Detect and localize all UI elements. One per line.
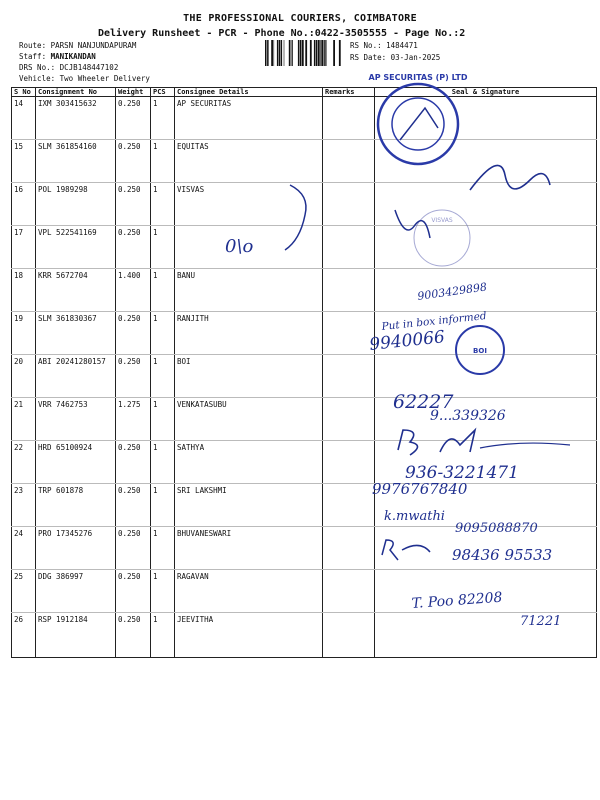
cell-remarks — [323, 269, 375, 312]
cell-consignment: HRD 65100924 — [36, 441, 116, 484]
vehicle-info: Vehicle: Two Wheeler Delivery — [19, 74, 150, 83]
col-remarks: Remarks — [323, 88, 375, 97]
stamp-text: BOI — [473, 347, 487, 355]
extra-row26: 71221 — [520, 614, 562, 629]
cell-remarks — [323, 226, 375, 269]
cell-sno: 22 — [12, 441, 36, 484]
cell-consignee: SATHYA — [175, 441, 323, 484]
cell-sno: 18 — [12, 269, 36, 312]
col-pcs: PCS — [151, 88, 175, 97]
table-row — [12, 527, 597, 570]
cell-consignee: VISVAS — [175, 183, 323, 226]
cell-sno: 15 — [12, 140, 36, 183]
stamp-text: AP SECURITAS (P) LTD — [368, 73, 468, 82]
staff-info — [19, 52, 96, 62]
cell-weight: 0.250 — [116, 355, 151, 398]
cell-weight: 0.250 — [116, 613, 151, 658]
cell-sno: 20 — [12, 355, 36, 398]
cell-pcs: 1 — [151, 226, 175, 269]
phone-row21: 9...339326 — [430, 408, 506, 424]
col-consignee: Consignee Details — [175, 88, 323, 97]
cell-consignment: PRO 17345276 — [36, 527, 116, 570]
cell-remarks — [323, 613, 375, 658]
table-row — [12, 140, 597, 183]
cell-consignee: AP SECURITAS — [175, 97, 323, 140]
cell-weight: 0.250 — [116, 140, 151, 183]
cell-pcs: 1 — [151, 570, 175, 613]
cell-remarks — [323, 183, 375, 226]
table-row — [12, 355, 597, 398]
cell-sno: 25 — [12, 570, 36, 613]
cell-pcs: 1 — [151, 398, 175, 441]
cell-signature — [375, 613, 597, 658]
cell-remarks — [323, 484, 375, 527]
stamp-text: VISVAS — [431, 217, 453, 224]
table-row — [12, 613, 597, 658]
cell-remarks — [323, 97, 375, 140]
cell-weight: 0.250 — [116, 441, 151, 484]
cell-weight: 0.250 — [116, 570, 151, 613]
cell-sno: 23 — [12, 484, 36, 527]
cell-consignee: VENKATASUBU — [175, 398, 323, 441]
cell-sno: 24 — [12, 527, 36, 570]
col-weight: Weight — [116, 88, 151, 97]
drs-info: DRS No.: DCJB148447102 — [19, 63, 119, 72]
cell-remarks — [323, 398, 375, 441]
company-title: THE PROFESSIONAL COURIERS, COIMBATORE — [183, 13, 417, 24]
cell-weight: 0.250 — [116, 97, 151, 140]
table-row — [12, 97, 597, 140]
table-row — [12, 269, 597, 312]
cell-weight: 1.400 — [116, 269, 151, 312]
cell-signature — [375, 97, 597, 140]
rs-number: RS No.: 1484471 — [350, 41, 418, 50]
cell-remarks — [323, 527, 375, 570]
cell-signature — [375, 140, 597, 183]
cell-consignee: RANJITH — [175, 312, 323, 355]
cell-weight: 1.275 — [116, 398, 151, 441]
cell-signature — [375, 570, 597, 613]
col-consignment: Consignment No — [36, 88, 116, 97]
cell-signature — [375, 355, 597, 398]
route-info: Route: PARSN NANJUNDAPURAM — [19, 41, 137, 50]
cell-consignment: POL 1989298 — [36, 183, 116, 226]
table-row — [12, 183, 597, 226]
cell-consignment: IXM 303415632 — [36, 97, 116, 140]
cell-signature — [375, 183, 597, 226]
cell-sno: 19 — [12, 312, 36, 355]
table-row — [12, 312, 597, 355]
staff-label: Staff: — [19, 52, 47, 61]
cell-weight: 0.250 — [116, 183, 151, 226]
phone-row24: 9095088870 — [455, 521, 538, 536]
cell-consignment: KRR 5672704 — [36, 269, 116, 312]
cell-signature — [375, 484, 597, 527]
cell-signature — [375, 441, 597, 484]
cell-remarks — [323, 441, 375, 484]
table-row — [12, 398, 597, 441]
note-row21: 62227 — [393, 391, 454, 413]
cell-remarks — [323, 312, 375, 355]
table-row — [12, 441, 597, 484]
cell-weight: 0.250 — [116, 527, 151, 570]
cell-signature — [375, 312, 597, 355]
cell-pcs: 1 — [151, 441, 175, 484]
remark-row17: 0\o — [225, 236, 254, 257]
cell-sno: 16 — [12, 183, 36, 226]
cell-consignee: SRI LAKSHMI — [175, 484, 323, 527]
cell-consignee: JEEVITHA — [175, 613, 323, 658]
cell-consignee: BANU — [175, 269, 323, 312]
cell-consignee — [175, 226, 323, 269]
phone-row25: 98436 95533 — [452, 546, 553, 564]
barcode-icon — [265, 40, 343, 66]
cell-pcs: 1 — [151, 97, 175, 140]
cell-signature — [375, 226, 597, 269]
cell-weight: 0.250 — [116, 312, 151, 355]
cell-pcs: 1 — [151, 312, 175, 355]
cell-sno: 17 — [12, 226, 36, 269]
cell-remarks — [323, 140, 375, 183]
rs-date: RS Date: 03-Jan-2025 — [350, 53, 441, 62]
phone2-row23: 9976767840 — [372, 480, 468, 498]
note-row26: T. Poo 82208 — [411, 589, 503, 612]
runsheet-subtitle: Delivery Runsheet - PCR - Phone No.:0422-3505555 - Page No.:2 — [98, 28, 466, 39]
cell-consignment: VPL 522541169 — [36, 226, 116, 269]
col-sno: S No — [12, 88, 36, 97]
cell-signature — [375, 269, 597, 312]
cell-pcs: 1 — [151, 355, 175, 398]
cell-consignee: RAGAVAN — [175, 570, 323, 613]
cell-consignee: BOI — [175, 355, 323, 398]
cell-pcs: 1 — [151, 613, 175, 658]
cell-pcs: 1 — [151, 269, 175, 312]
runsheet-table — [11, 87, 597, 658]
cell-sno: 26 — [12, 613, 36, 658]
cell-consignment: DDG 386997 — [36, 570, 116, 613]
table-row — [12, 484, 597, 527]
cell-pcs: 1 — [151, 140, 175, 183]
cell-pcs: 1 — [151, 183, 175, 226]
cell-consignment: SLM 361854160 — [36, 140, 116, 183]
table-row — [12, 570, 597, 613]
cell-pcs: 1 — [151, 527, 175, 570]
cell-remarks — [323, 570, 375, 613]
cell-weight: 0.250 — [116, 226, 151, 269]
name-row24: k.mwathi — [384, 509, 445, 524]
col-signature: Seal & Signature — [375, 88, 597, 97]
phone-row18: 9003429898 — [416, 280, 488, 303]
cell-consignee: BHUVANESWARI — [175, 527, 323, 570]
cell-consignee: EQUITAS — [175, 140, 323, 183]
cell-signature — [375, 527, 597, 570]
cell-sno: 14 — [12, 97, 36, 140]
table-row — [12, 226, 597, 269]
cell-sno: 21 — [12, 398, 36, 441]
note-row19: Put in box informed — [381, 310, 488, 333]
staff-name: MANIKANDAN — [50, 52, 96, 61]
phone1-row23: 936-3221471 — [405, 463, 519, 483]
cell-consignment: SLM 361830367 — [36, 312, 116, 355]
cell-consignment: TRP 601878 — [36, 484, 116, 527]
cell-weight: 0.250 — [116, 484, 151, 527]
cell-consignment: ABI 20241280157 — [36, 355, 116, 398]
cell-signature — [375, 398, 597, 441]
cell-consignment: VRR 7462753 — [36, 398, 116, 441]
cell-remarks — [323, 355, 375, 398]
phone-row19: 9940066 — [368, 327, 446, 355]
cell-consignment: RSP 1912184 — [36, 613, 116, 658]
cell-pcs: 1 — [151, 484, 175, 527]
table-header — [12, 88, 597, 97]
